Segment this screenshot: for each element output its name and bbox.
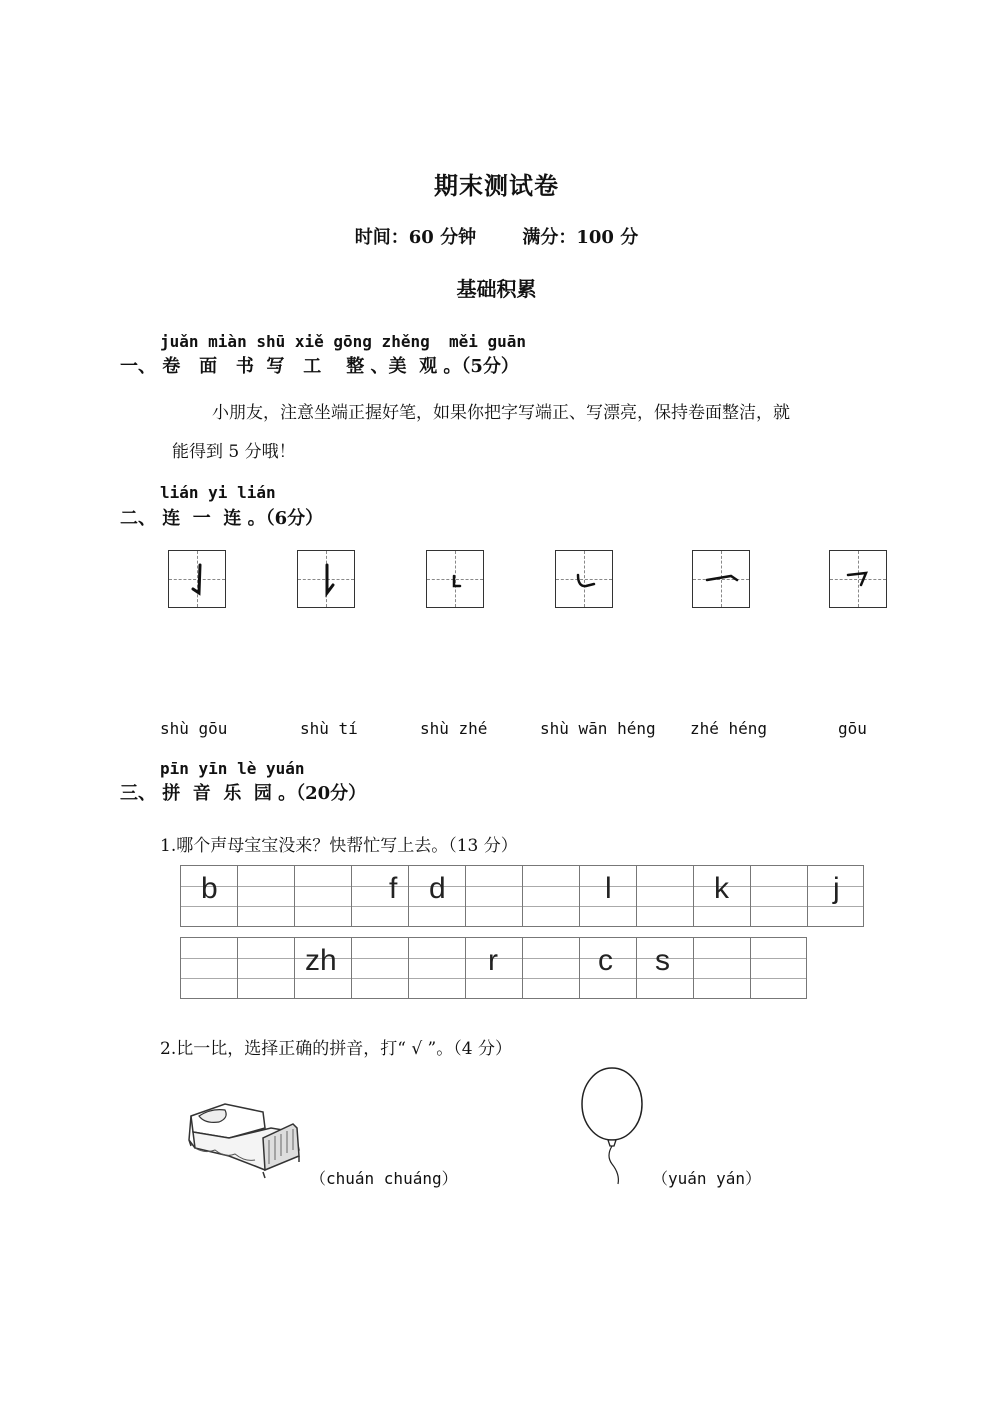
exam-meta xyxy=(0,223,993,249)
exam-time: 时间：60 分钟 xyxy=(354,227,477,248)
zhe-heng-stroke-icon xyxy=(693,551,751,609)
grid-cell[interactable] xyxy=(750,865,807,927)
q1-pinyin: juǎn miàn shū xiě gōng zhěng měi guān xyxy=(160,332,527,351)
cell-letter: zh xyxy=(305,944,337,977)
grid-cell[interactable] xyxy=(408,865,465,927)
grid-cell[interactable] xyxy=(351,865,408,927)
grid-cell[interactable] xyxy=(750,937,807,999)
page-title: 期末测试卷 xyxy=(434,171,559,200)
grid-cell[interactable] xyxy=(636,937,693,999)
grid-cell[interactable] xyxy=(465,937,522,999)
gou-stroke-icon xyxy=(830,551,888,609)
cell-letter: j xyxy=(833,872,840,905)
exam-score: 满分：100 分 xyxy=(522,227,639,248)
grid-cell[interactable] xyxy=(522,937,579,999)
grid-cell[interactable] xyxy=(522,865,579,927)
grid-cell[interactable] xyxy=(180,865,237,927)
section-title: 基础积累 xyxy=(456,277,537,301)
stroke-label-4: shù wān héng xyxy=(540,719,656,738)
grid-cell[interactable] xyxy=(579,937,636,999)
choice-bed: （chuán chuáng） xyxy=(310,1169,458,1188)
cell-letter: c xyxy=(598,944,613,977)
q3-sub1: 1.哪个声母宝宝没来？快帮忙写上去。（13 分） xyxy=(160,836,518,856)
q3-pinyin: pīn yīn lè yuán xyxy=(160,759,305,778)
stroke-box-gou xyxy=(829,550,887,608)
grid-cell[interactable] xyxy=(636,865,693,927)
grid-cell[interactable] xyxy=(408,937,465,999)
cell-letter: b xyxy=(201,872,218,905)
q3-heading: 三、 拼 音 乐 园 。（20分） xyxy=(120,783,367,804)
shu-ti-stroke-icon xyxy=(298,551,356,609)
cell-letter: l xyxy=(605,872,612,905)
stroke-label-3: shù zhé xyxy=(420,719,488,738)
grid-cell[interactable] xyxy=(180,937,237,999)
stroke-box-shu-zhe xyxy=(426,550,484,608)
cell-letter: k xyxy=(714,872,729,905)
shu-gou-stroke-icon xyxy=(169,551,227,609)
stroke-label-5: zhé héng xyxy=(690,719,768,738)
grid-cell[interactable] xyxy=(294,937,351,999)
q1-heading: 一、 卷 面 书 写 工 整 、美 观 。（5分） xyxy=(120,356,519,377)
stroke-label-1: shù gōu xyxy=(160,719,228,738)
grid-cell[interactable] xyxy=(693,865,750,927)
stroke-label-6: gōu xyxy=(838,719,867,738)
cell-letter: f xyxy=(389,872,398,905)
stroke-box-shu-wan-heng xyxy=(555,550,613,608)
q1-text-line2: 能得到 5 分哦！ xyxy=(172,442,296,462)
stroke-box-shu-ti xyxy=(297,550,355,608)
grid-cell[interactable] xyxy=(294,865,351,927)
cell-letter: r xyxy=(488,944,498,977)
grid-cell[interactable] xyxy=(237,865,294,927)
cell-letter: d xyxy=(429,872,446,905)
grid-cell[interactable] xyxy=(807,865,864,927)
balloon-icon xyxy=(578,1066,648,1186)
pinyin-grid-row-1 xyxy=(180,865,864,927)
q2-pinyin: lián yi lián xyxy=(160,483,276,502)
grid-cell[interactable] xyxy=(237,937,294,999)
grid-cell[interactable] xyxy=(693,937,750,999)
stroke-label-2: shù tí xyxy=(300,719,358,738)
stroke-box-shu-gou xyxy=(168,550,226,608)
stroke-box-zhe-heng xyxy=(692,550,750,608)
cell-letter: s xyxy=(655,944,670,977)
bed-icon xyxy=(185,1098,305,1180)
q3-sub2: 2.比一比，选择正确的拼音，打“ √ ”。（4 分） xyxy=(160,1039,512,1059)
grid-cell[interactable] xyxy=(579,865,636,927)
grid-cell[interactable] xyxy=(465,865,522,927)
choice-balloon: （yuán yán） xyxy=(652,1169,762,1188)
shu-wan-heng-stroke-icon xyxy=(556,551,614,609)
q1-text-line1: 小朋友，注意坐端正握好笔，如果你把字写端正、写漂亮，保持卷面整洁，就 xyxy=(212,403,790,423)
grid-cell[interactable] xyxy=(351,937,408,999)
q2-heading: 二、 连 一 连 。（6分） xyxy=(120,508,324,529)
shu-zhe-stroke-icon xyxy=(427,551,485,609)
pinyin-grid-row-2 xyxy=(180,937,807,999)
